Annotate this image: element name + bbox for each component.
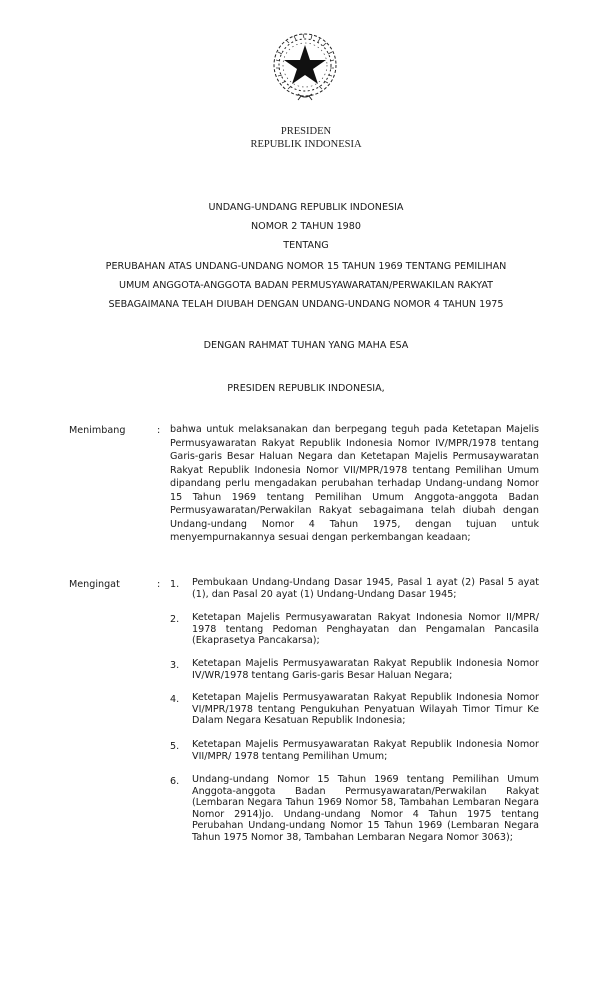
menimbang-label: Menimbang — [69, 425, 126, 436]
invocation: DENGAN RAHMAT TUHAN YANG MAHA ESA — [203, 340, 409, 351]
header-republic: REPUBLIK INDONESIA — [250, 139, 362, 150]
list-item-number: 4. — [170, 694, 180, 705]
mengingat-label: Mengingat — [69, 579, 120, 590]
mengingat-colon: : — [157, 579, 161, 590]
law-about-line: TENTANG — [283, 240, 329, 251]
list-item-number: 5. — [170, 741, 180, 752]
law-number-line: NOMOR 2 TAHUN 1980 — [251, 221, 361, 232]
list-item: Ketetapan Majelis Permusyawaratan Rakyat Republik Indonesia Nomor VI/MPR/1978 tentang Pengukuhan Penyatuan Wilayah Timor Timur Ke Dalam Negara Kesatuan Republik Indonesia; — [192, 692, 539, 727]
list-item-number: 3. — [170, 660, 180, 671]
law-subject-line: SEBAGAIMANA TELAH DIUBAH DENGAN UNDANG-UNDANG NOMOR 4 TAHUN 1975 — [108, 299, 504, 310]
star-wreath-emblem-icon — [268, 30, 342, 104]
menimbang-colon: : — [157, 425, 161, 436]
list-item-number: 6. — [170, 776, 180, 787]
list-item: Pembukaan Undang-Undang Dasar 1945, Pasal 1 ayat (2) Pasal 5 ayat (1), dan Pasal 20 ayat (1) Undang-Undang Dasar 1945; — [192, 577, 539, 600]
enactor: PRESIDEN REPUBLIK INDONESIA, — [227, 383, 385, 394]
list-item-number: 1. — [170, 579, 180, 590]
menimbang-text: bahwa untuk melaksanakan dan berpegang teguh pada Ketetapan Majelis Permusyawaratan Rakyat Republik Indonesia Nomor IV/MPR/1978 tentang Garis-garis Besar Haluan Negara dan Ketetapan Majelis Permusaywaratan Rakyat Republik Indonesia Nomor VII/MPR/1978 tentang Pemilihan Umum dipandang perlu mengadakan perubahan terhadap Undang-undang Nomor 15 Tahun 1969 tentang Pemilihan Umum Anggota-anggota Badan Permusyawaratan/Perwakilan Rakyat sebagaimana telah diubah dengan Undang-undang Nomor 4 Tahun 1975, dengan tujuan untuk menyempurnakannya sesuai dengan perkembangan keadaan; — [170, 424, 539, 543]
list-item: Undang-undang Nomor 15 Tahun 1969 tentang Pemilihan Umum Anggota-anggota Badan Permusyawaratan/Perwakilan Rakyat (Lembaran Negara Tahun 1969 Nomor 58, Tambahan Lembaran Negara Nomor 2914)jo. Undang-undang Nomor 4 Tahun 1975 tentang Perubahan Undang-undang Nomor 15 Tahun 1969 (Lembaran Negara Tahun 1975 Nomor 38, Tambahan Lembaran Negara Nomor 3063); — [192, 774, 539, 843]
law-subject-line: PERUBAHAN ATAS UNDANG-UNDANG NOMOR 15 TAHUN 1969 TENTANG PEMILIHAN — [105, 261, 507, 272]
list-item-number: 2. — [170, 614, 180, 625]
list-item: Ketetapan Majelis Permusyawaratan Rakyat Republik Indonesia Nomor IV/WR/1978 tentang Garis-garis Besar Haluan Negara; — [192, 658, 539, 681]
list-item: Ketetapan Majelis Permusyawaratan Rakyat Indonesia Nomor II/MPR/ 1978 tentang Pedoman Penghayatan dan Pengamalan Pancasila (Ekaprasetya Pancakarsa); — [192, 612, 539, 647]
law-subject-line: UMUM ANGGOTA-ANGGOTA BADAN PERMUSYAWARATAN/PERWAKILAN RAKYAT — [118, 280, 494, 291]
law-title-line: UNDANG-UNDANG REPUBLIK INDONESIA — [208, 202, 404, 213]
list-item: Ketetapan Majelis Permusyawaratan Rakyat Republik Indonesia Nomor VII/MPR/ 1978 tentang Pemilihan Umum; — [192, 739, 539, 762]
header-president: PRESIDEN — [280, 126, 332, 137]
